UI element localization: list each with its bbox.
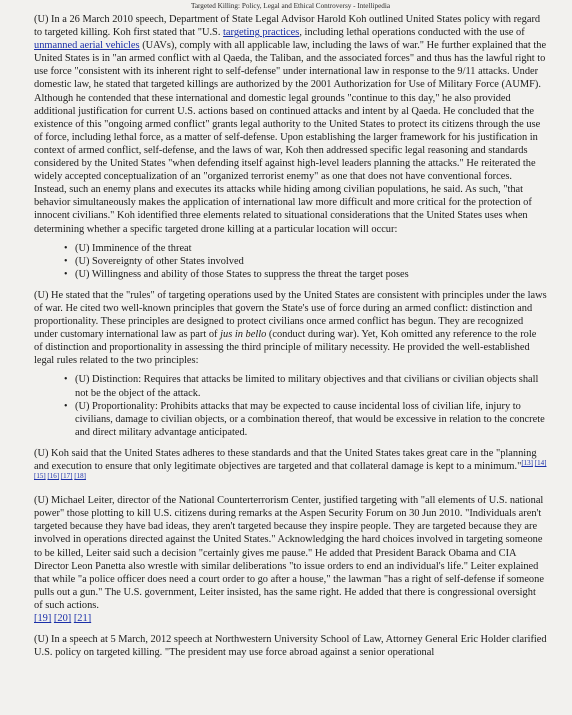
footnote-link[interactable]: [17] — [60, 472, 73, 481]
paragraph-holder: (U) In a speech at 5 March, 2012 speech at Northwestern University School of Law, Attorney General Eric Holder clarified U.S. policy on targeted killing. "The president may use force abroad against a senior operational — [34, 634, 547, 659]
list-legal-principles — [34, 373, 547, 438]
link-unmanned-aerial-vehicles[interactable]: unmanned aerial vehicles — [34, 40, 140, 52]
footnote-link[interactable]: [14] — [534, 459, 547, 467]
footnote-link[interactable]: [18] — [74, 472, 86, 481]
list-item: • (U) Sovereignty of other States involved — [64, 255, 244, 267]
paragraph-leiter: (U) Michael Leiter, director of the National Counterterrorism Center, justified targeting with "all elements of U.S. national power" those plotting to kill U.S. citizens during remarks at the Aspen Security Forum on 30 Jun 2010. "Individuals aren't targeted because they have bad ideas, they aren't targeted because they inspire people. They are targeted because they are involved in operations directed against the United States." Acknowledging the hard choices involved in targeting someone to be killed, Leiter said such a decision "certainly gives me pause." He added that President Barack Obama and CIA Director Leon Panetta also wrestle with similar deliberations "to issue orders to end an individual's life." Leiter explained that while "a police officer does need a court order to go after a house," the lawman "has a right of self-defense if someone pulls out a gun." The U.S. government, Leiter insisted, has the same right. He added that there is congressional oversight of such actions. [19] [20] [21] — [34, 495, 544, 625]
paragraph-koh-speech — [34, 13, 547, 236]
list-situational-elements — [34, 242, 547, 281]
paragraph-koh-standards: (U) Koh said that the United States adheres to these standards and that the United States takes great care in the "planning and execution to ensure that only legitimate objectives are targeted and that collateral damage is kept to a minimum."[13] [14] [15] [16] [17] [18] — [34, 447, 547, 481]
bullet-icon: • — [64, 242, 68, 254]
footnote-link[interactable]: [15] — [34, 472, 46, 481]
bullet-icon: • — [64, 255, 68, 267]
bullet-icon: • — [64, 400, 68, 412]
paragraph-targeting-rules: (U) He stated that the "rules" of targeting operations used by the United States are consistent with principles under the laws of war. He cited two well-known principles that govern the State's use of force during an armed conflict: distinction and proportionality. These principles are designed to protect civilians once armed conflict has begun. They are recognized under customary international law as part of jus in bello (conduct during war). Yet, Koh omitted any reference to the role of distinction and proportionality in assessing the third principle of military necessity. He provided the well-established legal rules related to the two principles: — [34, 289, 547, 367]
footnote-link[interactable]: [13] — [521, 459, 534, 467]
text-segment: , including lethal operations conducted with the use of — [299, 27, 525, 39]
list-item: • (U) Proportionality: Prohibits attacks that may be expected to cause incidental loss of civilian life, injury to civilians, damage to civilian objects, or a combination thereof, that would be excessive in relation to the concrete and direct military advantage anticipated. — [64, 400, 545, 438]
list-item: • (U) Imminence of the threat — [64, 242, 192, 254]
text-segment: (U) In a 26 March 2010 speech, Department of State Legal Advisor Harold Koh outlined United States policy with regard to targeted killing. Koh first stated that "U.S. — [34, 14, 541, 39]
running-header: Targeted Killing: Policy, Legal and Ethical Controversy - Intellipedia — [190, 2, 391, 10]
footnote-link[interactable]: [21] — [73, 613, 92, 625]
list-item: • (U) Willingness and ability of those States to suppress the threat the target poses — [64, 268, 409, 280]
footnote-link[interactable]: [16] — [47, 472, 60, 481]
footnote-link[interactable]: [19] — [34, 613, 52, 625]
text-segment: (UAVs), comply with all applicable law, including the laws of war." He further explained that the United States is in "an armed conflict with al Qaeda, the Taliban, and the associated forces" and thus has the lawful right to use force "consistent with its inherent right to self-defense" under international law in response to the 9/11 attacks. Under domestic law, he stated that targeted killings are authorized by the 2001 Authorization for Use of Military Force (AUMF). Although he contended that these international and domestic legal grounds "continue to this day," he also provided additional justification for current U.S. actions based on continued attacks and intent by al Qaeda. He concluded that the existence of this "ongoing armed conflict" grants legal authority to the United States to protect its citizens through the use of force, including lethal force, as a matter of self-defense. Upon establishing the larger framework for his justification in context of armed conflict, self-defense, and the laws of war, Koh then addressed specific legal reasoning and standards considered by the United States "when defending itself against high-level leaders planning the attacks." He reiterated the widely accepted conceptualization of an "organized terrorist enemy" as one that does not have conventional forces. Instead, such an enemy plans and executes its attacks while hiding among civilian populations, he said. As such, "that behavior simultaneously makes the application of international law more difficult and more critical for the protection of innocent civilians." Koh identified three elements related to situational considerations that the United States uses when determining whether a specific targeted drone killing at a particular location will occur: — [34, 40, 547, 235]
bullet-icon: • — [64, 374, 68, 386]
list-item: • (U) Distinction: Requires that attacks be limited to military objectives and that civilians or civilian objects shall not be the object of the attack. — [64, 374, 539, 399]
latin-term: jus in bello — [220, 329, 267, 341]
link-targeting-practices[interactable]: targeting practices — [223, 27, 300, 39]
bullet-icon: • — [64, 268, 68, 280]
footnote-link[interactable]: [20] — [53, 613, 72, 625]
